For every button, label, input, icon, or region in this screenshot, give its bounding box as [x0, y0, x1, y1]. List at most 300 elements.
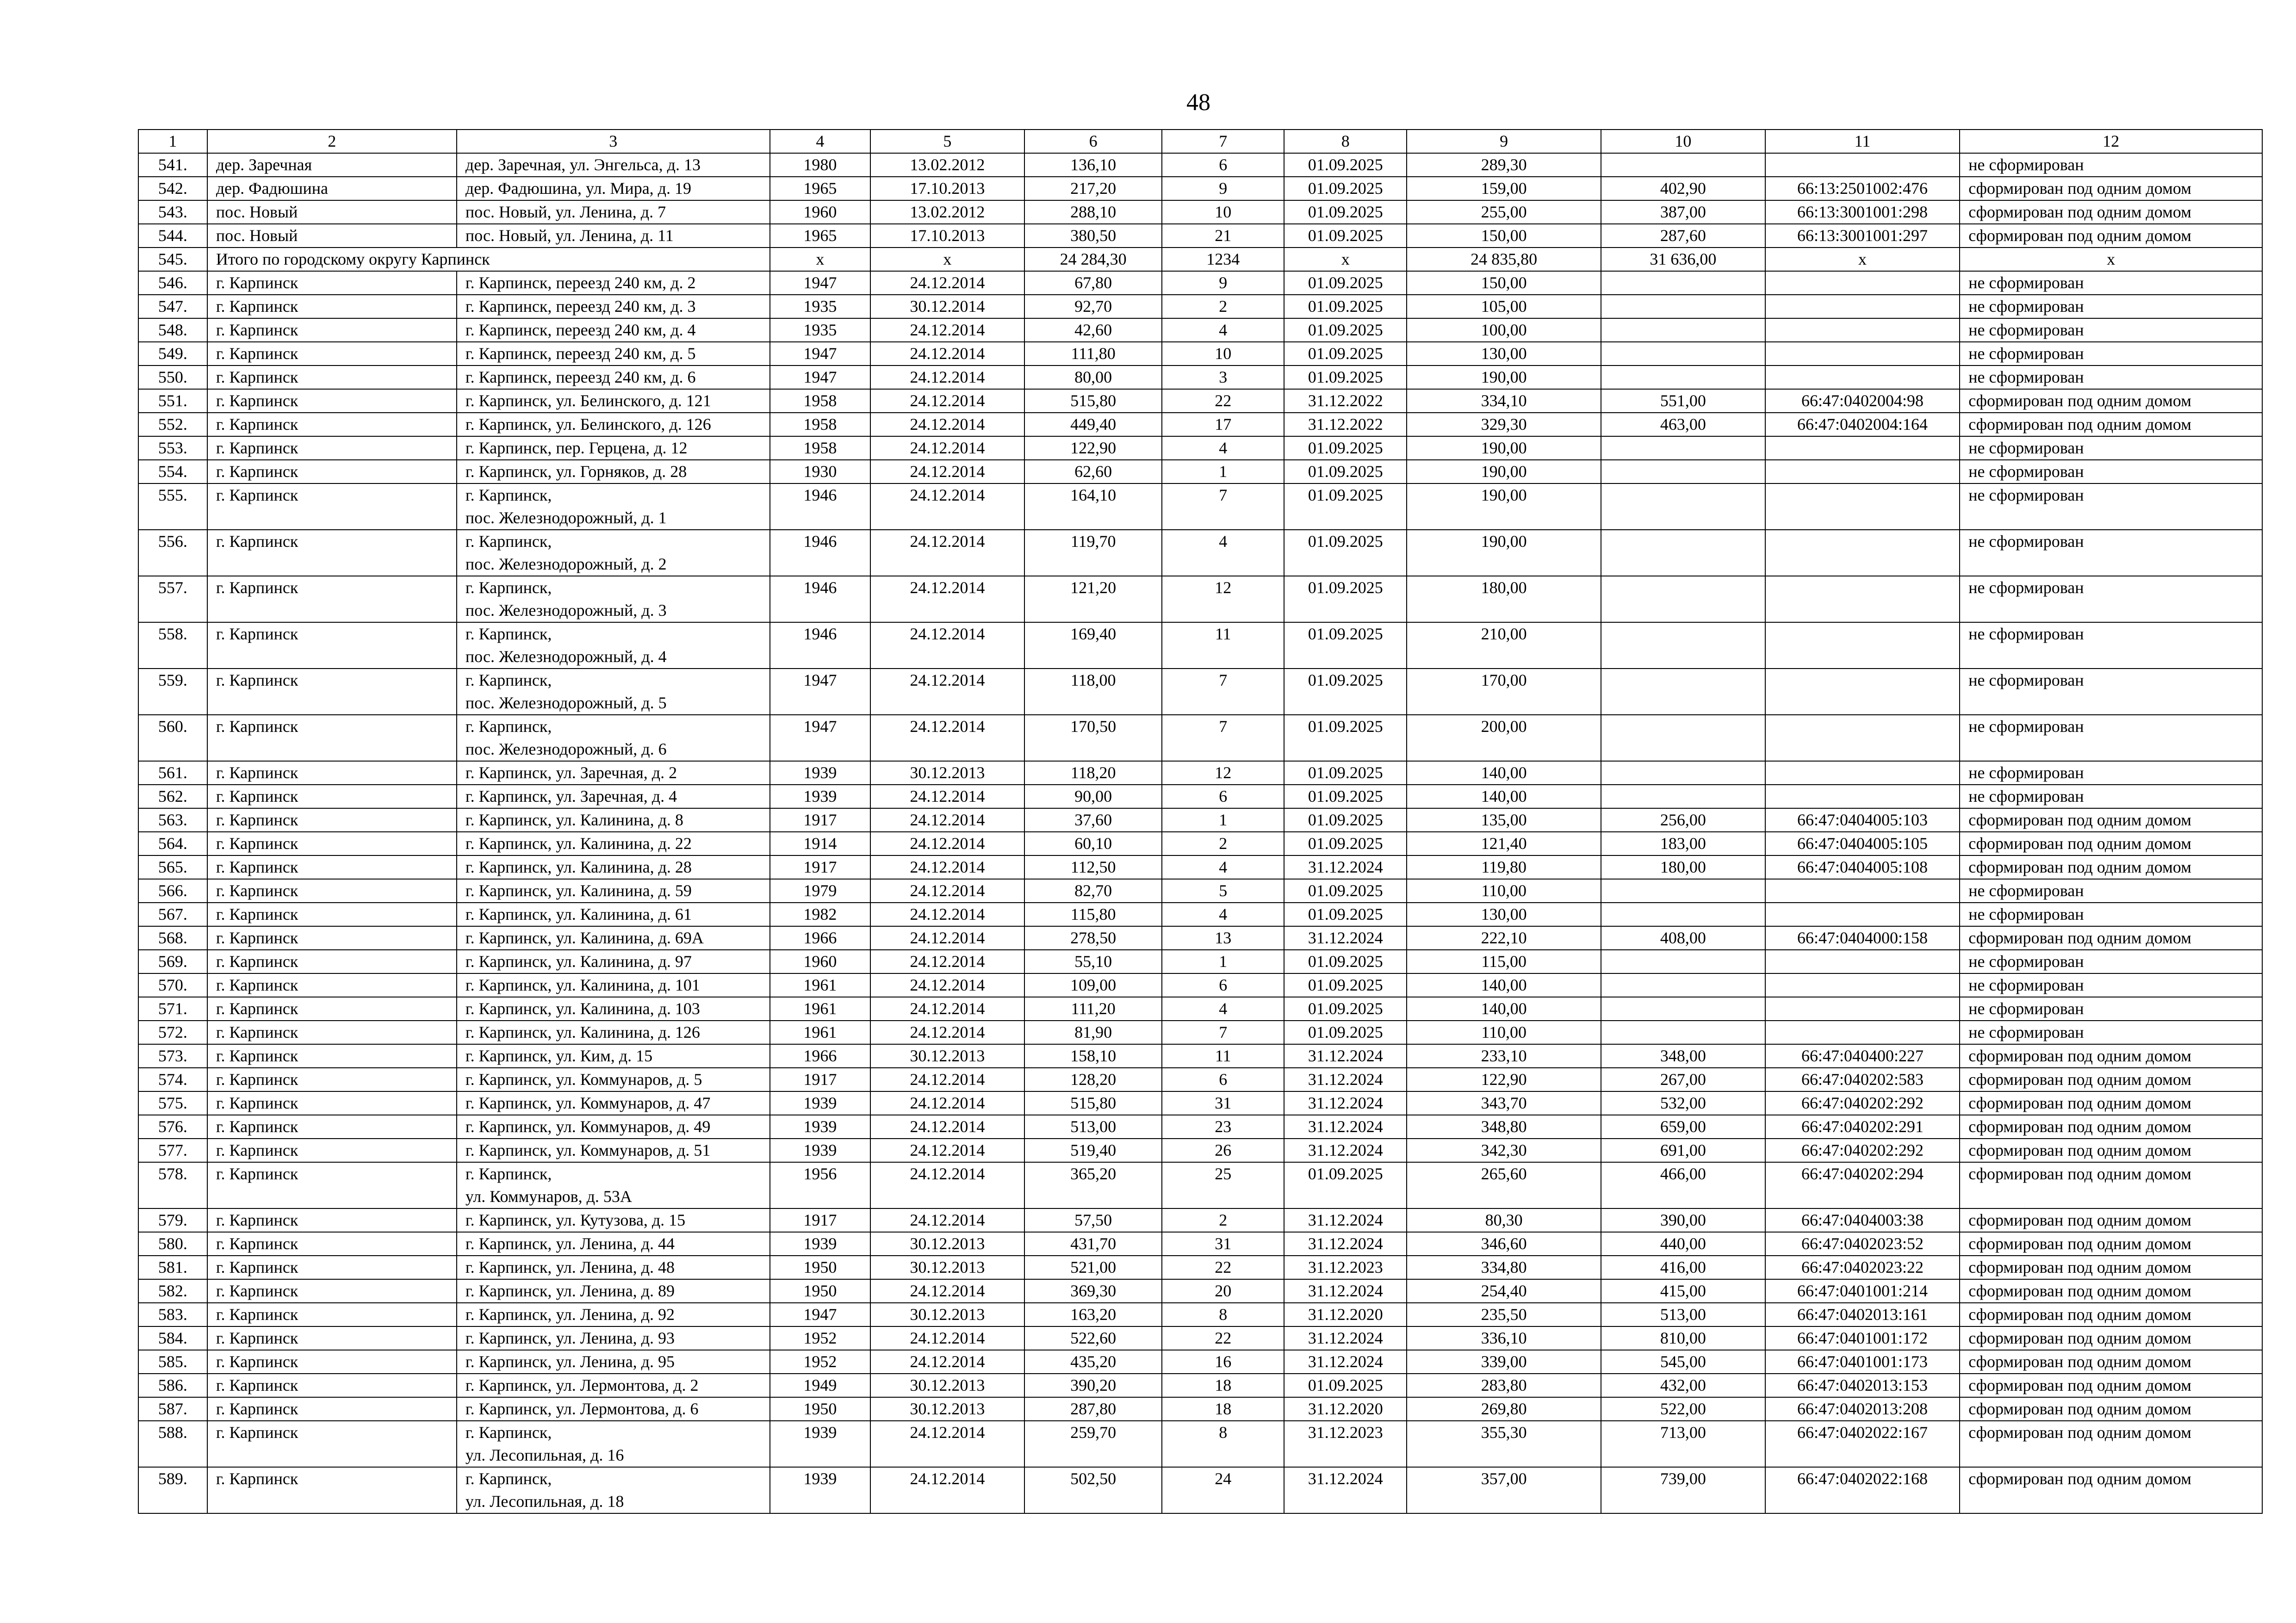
resettlement-date: 01.09.2025: [1284, 1162, 1407, 1208]
land-status: сформирован под одним домом: [1960, 1068, 2262, 1091]
land-status: сформирован под одним домом: [1960, 1139, 2262, 1162]
inclusion-date: 30.12.2013: [870, 1397, 1024, 1421]
build-year: 1965: [770, 177, 870, 200]
area: 158,10: [1024, 1044, 1162, 1068]
locality: г. Карпинск: [207, 1115, 457, 1139]
land-status: сформирован под одним домом: [1960, 1091, 2262, 1115]
table-row: [138, 1374, 2262, 1397]
row-number: 562.: [138, 785, 207, 808]
address: г. Карпинск, ул. Коммунаров, д. 47: [457, 1091, 770, 1115]
land-status: сформирован под одним домом: [1960, 1044, 2262, 1068]
land-area: [1601, 973, 1765, 997]
table-row: [138, 413, 2262, 436]
cadastral-number: 66:47:040202:291: [1765, 1115, 1960, 1139]
cadastral-number: [1765, 365, 1960, 389]
cadastral-number: 66:47:0402022:168: [1765, 1467, 1960, 1513]
area: 369,30: [1024, 1279, 1162, 1303]
land-area: [1601, 318, 1765, 342]
resettlement-date: 31.12.2024: [1284, 855, 1407, 879]
row-number: 564.: [138, 832, 207, 855]
land-area: 659,00: [1601, 1115, 1765, 1139]
cost: 110,00: [1407, 1021, 1601, 1044]
row-number: 565.: [138, 855, 207, 879]
locality: г. Карпинск: [207, 950, 457, 973]
area: 92,70: [1024, 295, 1162, 318]
inclusion-date: 24.12.2014: [870, 271, 1024, 295]
build-year: 1939: [770, 785, 870, 808]
address: [457, 1421, 770, 1467]
land-area: 691,00: [1601, 1139, 1765, 1162]
table-row: [138, 318, 2262, 342]
address: г. Карпинск, переезд 240 км, д. 5: [457, 342, 770, 365]
locality: г. Карпинск: [207, 365, 457, 389]
land-status: не сформирован: [1960, 879, 2262, 903]
land-status: сформирован под одним домом: [1960, 832, 2262, 855]
inclusion-date: 24.12.2014: [870, 950, 1024, 973]
inclusion-date: 24.12.2014: [870, 1208, 1024, 1232]
area: 128,20: [1024, 1068, 1162, 1091]
land-status: сформирован под одним домом: [1960, 177, 2262, 200]
table-row: [138, 1326, 2262, 1350]
land-status: сформирован под одним домом: [1960, 1421, 2262, 1467]
locality: г. Карпинск: [207, 1350, 457, 1374]
build-year: 1939: [770, 1091, 870, 1115]
locality: г. Карпинск: [207, 997, 457, 1021]
resettlement-date: 31.12.2024: [1284, 1044, 1407, 1068]
land-status: сформирован под одним домом: [1960, 1397, 2262, 1421]
resettlement-date: 01.09.2025: [1284, 483, 1407, 530]
cadastral-number: 66:47:0402004:98: [1765, 389, 1960, 413]
residents: 22: [1162, 1256, 1284, 1279]
inclusion-date: 30.12.2014: [870, 295, 1024, 318]
inclusion-date: 13.02.2012: [870, 200, 1024, 224]
cost: 140,00: [1407, 785, 1601, 808]
cost: 210,00: [1407, 622, 1601, 669]
cadastral-number: [1765, 903, 1960, 926]
address-line: г. Карпинск,: [465, 717, 552, 736]
cadastral-number: 66:47:0404000:158: [1765, 926, 1960, 950]
table-row: [138, 576, 2262, 622]
area: 118,20: [1024, 761, 1162, 785]
cost: 105,00: [1407, 295, 1601, 318]
residents: 7: [1162, 1021, 1284, 1044]
address: г. Карпинск, переезд 240 км, д. 4: [457, 318, 770, 342]
column-header: 6: [1024, 130, 1162, 153]
row-number: 578.: [138, 1162, 207, 1208]
resettlement-date: 31.12.2020: [1284, 1303, 1407, 1326]
inclusion-date: 24.12.2014: [870, 926, 1024, 950]
total-value: х: [1960, 248, 2262, 271]
address: дер. Заречная, ул. Энгельса, д. 13: [457, 153, 770, 177]
resettlement-date: 01.09.2025: [1284, 1021, 1407, 1044]
build-year: 1947: [770, 365, 870, 389]
row-number: 547.: [138, 295, 207, 318]
land-area: 551,00: [1601, 389, 1765, 413]
land-area: [1601, 460, 1765, 483]
land-status: сформирован под одним домом: [1960, 389, 2262, 413]
cost: 289,30: [1407, 153, 1601, 177]
land-area: [1601, 436, 1765, 460]
row-number: 584.: [138, 1326, 207, 1350]
row-number: 551.: [138, 389, 207, 413]
area: 515,80: [1024, 389, 1162, 413]
residents: 7: [1162, 715, 1284, 761]
locality: г. Карпинск: [207, 1208, 457, 1232]
inclusion-date: 24.12.2014: [870, 576, 1024, 622]
residents: 4: [1162, 436, 1284, 460]
area: 365,20: [1024, 1162, 1162, 1208]
cost: 269,80: [1407, 1397, 1601, 1421]
address: г. Карпинск, ул. Коммунаров, д. 51: [457, 1139, 770, 1162]
row-number: 563.: [138, 808, 207, 832]
table-row: [138, 1208, 2262, 1232]
inclusion-date: 24.12.2014: [870, 997, 1024, 1021]
residents: 31: [1162, 1091, 1284, 1115]
table-row: [138, 1115, 2262, 1139]
cost: 254,40: [1407, 1279, 1601, 1303]
build-year: 1950: [770, 1256, 870, 1279]
row-number: 559.: [138, 669, 207, 715]
column-header: 11: [1765, 130, 1960, 153]
column-header: 1: [138, 130, 207, 153]
land-area: 408,00: [1601, 926, 1765, 950]
table-row: [138, 1397, 2262, 1421]
land-status: не сформирован: [1960, 153, 2262, 177]
row-number: 576.: [138, 1115, 207, 1139]
column-header: 5: [870, 130, 1024, 153]
cost: 110,00: [1407, 879, 1601, 903]
cadastral-number: [1765, 950, 1960, 973]
table-row: [138, 622, 2262, 669]
locality: г. Карпинск: [207, 1397, 457, 1421]
area: 82,70: [1024, 879, 1162, 903]
locality: г. Карпинск: [207, 1279, 457, 1303]
land-area: [1601, 715, 1765, 761]
land-status: не сформирован: [1960, 715, 2262, 761]
cost: 342,30: [1407, 1139, 1601, 1162]
residents: 18: [1162, 1374, 1284, 1397]
area: 431,70: [1024, 1232, 1162, 1256]
table-row: [138, 973, 2262, 997]
inclusion-date: 24.12.2014: [870, 342, 1024, 365]
residents: 2: [1162, 832, 1284, 855]
cost: 130,00: [1407, 342, 1601, 365]
address-line: пос. Железнодорожный, д. 6: [465, 740, 667, 758]
locality: г. Карпинск: [207, 973, 457, 997]
land-area: 810,00: [1601, 1326, 1765, 1350]
address-line: пос. Железнодорожный, д. 3: [465, 601, 667, 619]
row-number: 585.: [138, 1350, 207, 1374]
land-status: не сформирован: [1960, 483, 2262, 530]
area: 169,40: [1024, 622, 1162, 669]
residents: 21: [1162, 224, 1284, 248]
land-area: 513,00: [1601, 1303, 1765, 1326]
resettlement-date: 01.09.2025: [1284, 530, 1407, 576]
area: 163,20: [1024, 1303, 1162, 1326]
row-number: 571.: [138, 997, 207, 1021]
land-status: не сформирован: [1960, 342, 2262, 365]
build-year: 1917: [770, 1208, 870, 1232]
build-year: 1947: [770, 1303, 870, 1326]
address: г. Карпинск, ул. Калинина, д. 101: [457, 973, 770, 997]
cost: 140,00: [1407, 761, 1601, 785]
row-number: 573.: [138, 1044, 207, 1068]
land-area: 463,00: [1601, 413, 1765, 436]
inclusion-date: 24.12.2014: [870, 1467, 1024, 1513]
address: г. Карпинск, ул. Заречная, д. 4: [457, 785, 770, 808]
build-year: 1939: [770, 1232, 870, 1256]
build-year: 1958: [770, 389, 870, 413]
residents: 31: [1162, 1232, 1284, 1256]
table-row: [138, 530, 2262, 576]
land-status: не сформирован: [1960, 576, 2262, 622]
address-line: г. Карпинск,: [465, 625, 552, 643]
inclusion-date: 24.12.2014: [870, 1091, 1024, 1115]
land-area: [1601, 669, 1765, 715]
land-status: сформирован под одним домом: [1960, 224, 2262, 248]
cost: 355,30: [1407, 1421, 1601, 1467]
residents: 18: [1162, 1397, 1284, 1421]
locality: г. Карпинск: [207, 389, 457, 413]
resettlement-date: 31.12.2024: [1284, 1091, 1407, 1115]
locality: г. Карпинск: [207, 1044, 457, 1068]
land-area: 267,00: [1601, 1068, 1765, 1091]
build-year: 1914: [770, 832, 870, 855]
area: 42,60: [1024, 318, 1162, 342]
cadastral-number: [1765, 295, 1960, 318]
inclusion-date: 24.12.2014: [870, 808, 1024, 832]
land-status: сформирован под одним домом: [1960, 1256, 2262, 1279]
cadastral-number: 66:47:0404005:108: [1765, 855, 1960, 879]
area: 57,50: [1024, 1208, 1162, 1232]
table-row: [138, 460, 2262, 483]
resettlement-date: 01.09.2025: [1284, 200, 1407, 224]
cost: 336,10: [1407, 1326, 1601, 1350]
locality: г. Карпинск: [207, 1374, 457, 1397]
address-line: пос. Железнодорожный, д. 1: [465, 508, 667, 527]
address-line: г. Карпинск,: [465, 532, 552, 551]
cadastral-number: 66:47:0402004:164: [1765, 413, 1960, 436]
row-number: 548.: [138, 318, 207, 342]
locality: дер. Фадюшина: [207, 177, 457, 200]
residents: 2: [1162, 295, 1284, 318]
land-status: не сформирован: [1960, 997, 2262, 1021]
address: г. Карпинск, ул. Калинина, д. 126: [457, 1021, 770, 1044]
table-row: [138, 224, 2262, 248]
cadastral-number: [1765, 997, 1960, 1021]
address: г. Карпинск, ул. Калинина, д. 28: [457, 855, 770, 879]
resettlement-date: 01.09.2025: [1284, 224, 1407, 248]
address-line: пос. Железнодорожный, д. 2: [465, 555, 667, 573]
inclusion-date: 24.12.2014: [870, 903, 1024, 926]
locality: дер. Заречная: [207, 153, 457, 177]
residents: 12: [1162, 576, 1284, 622]
area: 519,40: [1024, 1139, 1162, 1162]
address-line: пос. Железнодорожный, д. 4: [465, 647, 667, 666]
residents: 5: [1162, 879, 1284, 903]
build-year: 1949: [770, 1374, 870, 1397]
residents: 13: [1162, 926, 1284, 950]
locality: г. Карпинск: [207, 1021, 457, 1044]
locality: г. Карпинск: [207, 761, 457, 785]
cost: 190,00: [1407, 365, 1601, 389]
cadastral-number: 66:47:0402023:52: [1765, 1232, 1960, 1256]
area: 90,00: [1024, 785, 1162, 808]
build-year: 1946: [770, 622, 870, 669]
area: 380,50: [1024, 224, 1162, 248]
area: 288,10: [1024, 200, 1162, 224]
residents: 11: [1162, 622, 1284, 669]
land-status: не сформирован: [1960, 903, 2262, 926]
cadastral-number: [1765, 622, 1960, 669]
address: г. Карпинск, переезд 240 км, д. 3: [457, 295, 770, 318]
row-number: 543.: [138, 200, 207, 224]
locality: г. Карпинск: [207, 1162, 457, 1208]
row-number: 566.: [138, 879, 207, 903]
total-value: 31 636,00: [1601, 248, 1765, 271]
column-header: 7: [1162, 130, 1284, 153]
locality: г. Карпинск: [207, 808, 457, 832]
land-status: не сформирован: [1960, 1021, 2262, 1044]
area: 390,20: [1024, 1374, 1162, 1397]
land-status: сформирован под одним домом: [1960, 1162, 2262, 1208]
area: 278,50: [1024, 926, 1162, 950]
cadastral-number: 66:47:0402022:167: [1765, 1421, 1960, 1467]
land-status: не сформирован: [1960, 785, 2262, 808]
build-year: 1980: [770, 153, 870, 177]
table-row: [138, 1303, 2262, 1326]
locality: г. Карпинск: [207, 715, 457, 761]
cost: 180,00: [1407, 576, 1601, 622]
address: г. Карпинск, ул. Калинина, д. 97: [457, 950, 770, 973]
column-header: 3: [457, 130, 770, 153]
area: 112,50: [1024, 855, 1162, 879]
locality: г. Карпинск: [207, 1326, 457, 1350]
row-number: 574.: [138, 1068, 207, 1091]
residents: 24: [1162, 1467, 1284, 1513]
residents: 8: [1162, 1303, 1284, 1326]
land-area: [1601, 576, 1765, 622]
table-row: [138, 785, 2262, 808]
table-row: [138, 950, 2262, 973]
total-value: х: [870, 248, 1024, 271]
build-year: 1917: [770, 855, 870, 879]
table-row: [138, 879, 2262, 903]
row-number: 560.: [138, 715, 207, 761]
table-row: [138, 389, 2262, 413]
area: 217,20: [1024, 177, 1162, 200]
address: пос. Новый, ул. Ленина, д. 7: [457, 200, 770, 224]
resettlement-date: 01.09.2025: [1284, 295, 1407, 318]
locality: г. Карпинск: [207, 832, 457, 855]
build-year: 1947: [770, 342, 870, 365]
row-number: 545.: [138, 248, 207, 271]
resettlement-date: 01.09.2025: [1284, 997, 1407, 1021]
address: г. Карпинск, ул. Лермонтова, д. 6: [457, 1397, 770, 1421]
cadastral-number: 66:47:040202:583: [1765, 1068, 1960, 1091]
resettlement-date: 01.09.2025: [1284, 950, 1407, 973]
resettlement-date: 01.09.2025: [1284, 153, 1407, 177]
inclusion-date: 24.12.2014: [870, 1021, 1024, 1044]
row-number: 546.: [138, 271, 207, 295]
build-year: 1961: [770, 1021, 870, 1044]
area: 115,80: [1024, 903, 1162, 926]
inclusion-date: 13.02.2012: [870, 153, 1024, 177]
land-status: не сформирован: [1960, 436, 2262, 460]
resettlement-date: 31.12.2024: [1284, 1139, 1407, 1162]
locality: г. Карпинск: [207, 576, 457, 622]
cost: 121,40: [1407, 832, 1601, 855]
row-number: 587.: [138, 1397, 207, 1421]
table-row: [138, 153, 2262, 177]
resettlement-date: 01.09.2025: [1284, 903, 1407, 926]
residents: 1: [1162, 950, 1284, 973]
row-number: 549.: [138, 342, 207, 365]
cadastral-number: [1765, 483, 1960, 530]
address: г. Карпинск, ул. Калинина, д. 61: [457, 903, 770, 926]
land-area: [1601, 483, 1765, 530]
row-number: 561.: [138, 761, 207, 785]
resettlement-date: 01.09.2025: [1284, 973, 1407, 997]
build-year: 1958: [770, 436, 870, 460]
residents: 9: [1162, 177, 1284, 200]
inclusion-date: 30.12.2013: [870, 1256, 1024, 1279]
resettlement-date: 31.12.2024: [1284, 926, 1407, 950]
area: 111,80: [1024, 342, 1162, 365]
cost: 190,00: [1407, 530, 1601, 576]
resettlement-date: 01.09.2025: [1284, 460, 1407, 483]
cadastral-number: 66:47:0401001:172: [1765, 1326, 1960, 1350]
area: 122,90: [1024, 436, 1162, 460]
land-status: сформирован под одним домом: [1960, 808, 2262, 832]
land-area: [1601, 271, 1765, 295]
inclusion-date: 24.12.2014: [870, 832, 1024, 855]
residents: 16: [1162, 1350, 1284, 1374]
area: 521,00: [1024, 1256, 1162, 1279]
address: дер. Фадюшина, ул. Мира, д. 19: [457, 177, 770, 200]
table-row: [138, 926, 2262, 950]
row-number: 586.: [138, 1374, 207, 1397]
resettlement-date: 01.09.2025: [1284, 576, 1407, 622]
cadastral-number: 66:47:0402013:161: [1765, 1303, 1960, 1326]
column-header: 4: [770, 130, 870, 153]
build-year: 1961: [770, 973, 870, 997]
row-number: 575.: [138, 1091, 207, 1115]
residents: 4: [1162, 903, 1284, 926]
area: 109,00: [1024, 973, 1162, 997]
land-status: не сформирован: [1960, 669, 2262, 715]
cost: 334,80: [1407, 1256, 1601, 1279]
inclusion-date: 24.12.2014: [870, 1139, 1024, 1162]
area: 111,20: [1024, 997, 1162, 1021]
land-area: 532,00: [1601, 1091, 1765, 1115]
cost: 283,80: [1407, 1374, 1601, 1397]
land-status: сформирован под одним домом: [1960, 413, 2262, 436]
cadastral-number: [1765, 1021, 1960, 1044]
cadastral-number: [1765, 879, 1960, 903]
column-header: 9: [1407, 130, 1601, 153]
land-status: не сформирован: [1960, 530, 2262, 576]
locality: г. Карпинск: [207, 1303, 457, 1326]
address: г. Карпинск, ул. Ленина, д. 89: [457, 1279, 770, 1303]
address: г. Карпинск, ул. Ленина, д. 95: [457, 1350, 770, 1374]
locality: г. Карпинск: [207, 785, 457, 808]
row-number: 581.: [138, 1256, 207, 1279]
area: 119,70: [1024, 530, 1162, 576]
total-value: 1234: [1162, 248, 1284, 271]
locality: г. Карпинск: [207, 855, 457, 879]
build-year: 1952: [770, 1326, 870, 1350]
